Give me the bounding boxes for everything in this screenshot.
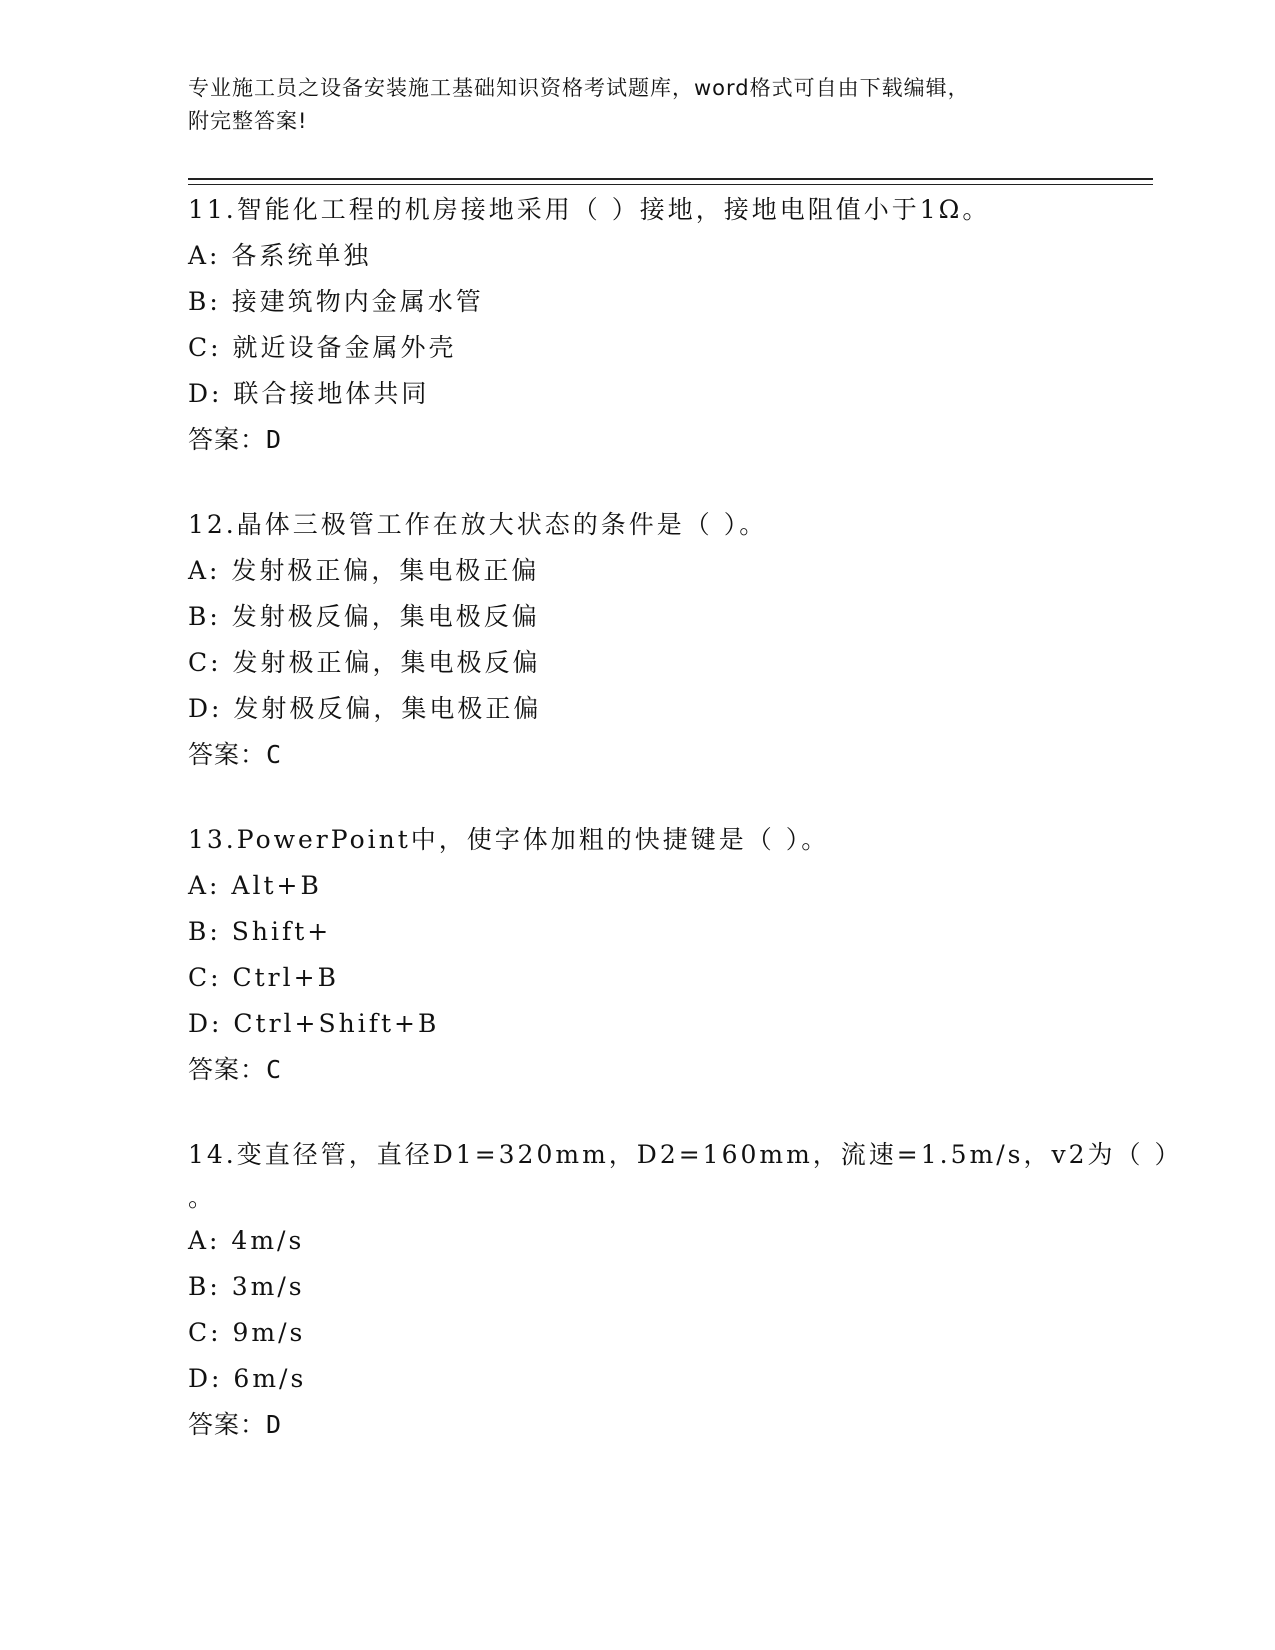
option-c: C: 就近设备金属外壳 [188, 333, 457, 362]
question-stem: 14.变直径管，直径D1=320mm，D2=160mm，流速=1.5m/s，v2为（ ） [188, 1140, 1183, 1169]
question-13 [188, 817, 1118, 1093]
option-a: A: Alt+B [188, 871, 322, 900]
option-b: B: 3m/s [188, 1272, 305, 1301]
header-divider-thin [188, 184, 1153, 185]
answer-value: C [266, 740, 283, 769]
option-c: C: 9m/s [188, 1318, 306, 1347]
answer-label: 答案： [188, 1055, 267, 1084]
answer-value: D [266, 425, 283, 454]
answer-value: C [266, 1055, 283, 1084]
answer-line [188, 1402, 1118, 1448]
option-d: D: 发射极反偏，集电极正偏 [188, 694, 542, 723]
answer-line [188, 417, 1118, 463]
option-a: A: 各系统单独 [188, 241, 372, 270]
question-stem: 13.PowerPoint中，使字体加粗的快捷键是（ ）。 [188, 825, 830, 854]
question-stem: 12.晶体三极管工作在放大状态的条件是（ ）。 [188, 510, 768, 539]
option-b: B: 接建筑物内金属水管 [188, 287, 484, 316]
header-line-2: 附完整答案! [188, 109, 308, 133]
question-11 [188, 187, 1118, 463]
option-b: B: Shift+ [188, 917, 332, 946]
answer-label: 答案： [188, 740, 267, 769]
question-stem: 11.智能化工程的机房接地采用（ ）接地，接地电阻值小于1Ω。 [188, 195, 991, 224]
option-c: C: Ctrl+B [188, 963, 339, 992]
answer-line [188, 1047, 1118, 1093]
answer-line [188, 732, 1118, 778]
option-b: B: 发射极反偏，集电极反偏 [188, 602, 540, 631]
option-c: C: 发射极正偏，集电极反偏 [188, 648, 541, 677]
document-header [188, 72, 1088, 138]
question-14 [188, 1132, 1183, 1448]
question-stem-continuation: 。 [188, 1183, 217, 1212]
header-divider-thick [188, 178, 1153, 180]
answer-label: 答案： [188, 1410, 267, 1439]
option-a: A: 发射极正偏，集电极正偏 [188, 556, 540, 585]
header-line-1: 专业施工员之设备安装施工基础知识资格考试题库，word格式可自由下载编辑， [188, 76, 970, 100]
option-a: A: 4m/s [188, 1226, 305, 1255]
question-12 [188, 502, 1118, 778]
option-d: D: 联合接地体共同 [188, 379, 430, 408]
answer-label: 答案： [188, 425, 267, 454]
option-d: D: 6m/s [188, 1364, 307, 1393]
option-d: D: Ctrl+Shift+B [188, 1009, 440, 1038]
answer-value: D [266, 1410, 283, 1439]
